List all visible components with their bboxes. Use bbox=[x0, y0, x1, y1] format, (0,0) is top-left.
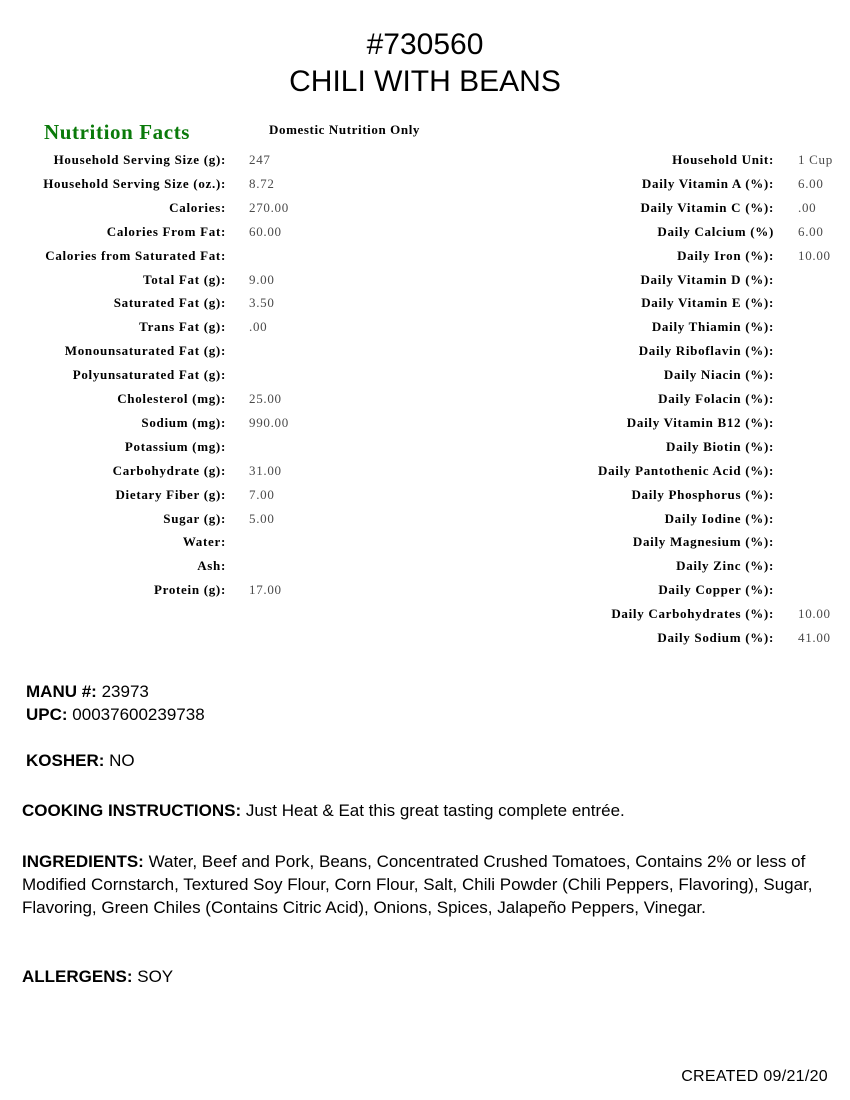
nutrition-row bbox=[0, 582, 850, 602]
nutrition-value: 3.50 bbox=[249, 295, 275, 311]
kosher-label: KOSHER: bbox=[26, 751, 105, 770]
nutrition-value: .00 bbox=[798, 199, 817, 215]
nutrition-label: Calories From Fat: bbox=[106, 223, 226, 239]
nutrition-label: Saturated Fat (g): bbox=[113, 295, 226, 311]
product-name: CHILI WITH BEANS bbox=[289, 65, 561, 98]
nutrition-label: Daily Vitamin D (%): bbox=[640, 271, 774, 287]
nutrition-label: Potassium (mg): bbox=[124, 438, 226, 454]
nutrition-value: 1 Cup bbox=[798, 152, 833, 167]
nutrition-row bbox=[0, 367, 850, 387]
kosher-value: NO bbox=[109, 751, 135, 770]
allergens-label: ALLERGENS: bbox=[22, 967, 133, 986]
nutrition-label: Daily Vitamin A (%): bbox=[641, 175, 774, 191]
nutrition-label: Daily Niacin (%): bbox=[663, 367, 774, 383]
nutrition-label: Daily Zinc (%): bbox=[676, 558, 774, 574]
manu-value: 23973 bbox=[101, 682, 149, 701]
nutrition-row bbox=[0, 152, 850, 172]
nutrition-row bbox=[0, 463, 850, 483]
allergens-line bbox=[22, 965, 173, 988]
nutrition-subtitle: Domestic Nutrition Only bbox=[269, 122, 421, 137]
nutrition-label: Daily Pantothenic Acid (%): bbox=[598, 462, 774, 478]
nutrition-label: Sugar (g): bbox=[163, 510, 226, 526]
created-date: CREATED 09/21/20 bbox=[681, 1068, 828, 1085]
nutrition-row bbox=[0, 558, 850, 578]
nutrition-row bbox=[0, 248, 850, 268]
manu-label: MANU #: bbox=[26, 682, 97, 701]
nutrition-label: Calories: bbox=[169, 199, 226, 215]
nutrition-label: Daily Iron (%): bbox=[677, 247, 774, 263]
nutrition-label: Daily Riboflavin (%): bbox=[638, 343, 774, 359]
nutrition-label: Household Serving Size (oz.): bbox=[43, 175, 226, 191]
nutrition-value: 990.00 bbox=[249, 414, 289, 430]
nutrition-label: Dietary Fiber (g): bbox=[115, 486, 226, 502]
kosher-line bbox=[26, 749, 135, 772]
nutrition-row bbox=[0, 200, 850, 220]
nutrition-value: 60.00 bbox=[249, 223, 282, 239]
nutrition-row bbox=[0, 439, 850, 459]
nutrition-row bbox=[0, 487, 850, 507]
nutrition-label: Polyunsaturated Fat (g): bbox=[72, 367, 226, 383]
nutrition-label: Monounsaturated Fat (g): bbox=[64, 343, 226, 359]
nutrition-label: Water: bbox=[182, 534, 226, 550]
page-header bbox=[0, 26, 850, 100]
nutrition-label: Cholesterol (mg): bbox=[117, 391, 226, 406]
nutrition-label: Daily Biotin (%): bbox=[666, 438, 774, 454]
nutrition-label: Calories from Saturated Fat: bbox=[45, 247, 226, 263]
nutrition-row bbox=[0, 272, 850, 292]
nutrition-label: Daily Thiamin (%): bbox=[651, 319, 774, 335]
nutrition-row bbox=[0, 176, 850, 196]
upc-label: UPC: bbox=[26, 705, 68, 724]
cooking-value: Just Heat & Eat this great tasting complete entrée. bbox=[245, 801, 625, 820]
ingredients-value: Water, Beef and Pork, Beans, Concentrated Crushed Tomatoes, Contains 2% or less of Modified Cornstarch, Textured Soy Flour, Corn Flour, Salt, Chili Powder (Chili Peppers, Flavoring), Sugar, Flavoring, Green Chiles (Contains Citric Acid), Onions, Spices, Jalapeño Peppers, Vinegar. bbox=[22, 852, 813, 917]
nutrition-label: Daily Calcium (%) bbox=[657, 223, 774, 239]
nutrition-label: Daily Iodine (%): bbox=[664, 510, 774, 526]
nutrition-label: Trans Fat (g): bbox=[139, 319, 226, 335]
nutrition-label: Protein (g): bbox=[153, 582, 226, 598]
cooking-label: COOKING INSTRUCTIONS: bbox=[22, 801, 242, 820]
nutrition-row bbox=[0, 630, 850, 650]
nutrition-value: 5.00 bbox=[249, 510, 275, 526]
nutrition-row bbox=[0, 511, 850, 531]
nutrition-value: .00 bbox=[249, 319, 268, 335]
manu-number-line bbox=[26, 680, 149, 703]
nutrition-label: Household Serving Size (g): bbox=[53, 152, 226, 167]
nutrition-value: 7.00 bbox=[249, 486, 275, 502]
nutrition-row bbox=[0, 534, 850, 554]
upc-value: 00037600239738 bbox=[72, 705, 205, 724]
nutrition-value: 270.00 bbox=[249, 199, 289, 215]
nutrition-row bbox=[0, 224, 850, 244]
nutrition-label: Daily Copper (%): bbox=[658, 582, 774, 598]
nutrition-value: 6.00 bbox=[798, 223, 824, 239]
ingredients-block bbox=[22, 850, 822, 919]
nutrition-value: 9.00 bbox=[249, 271, 275, 287]
nutrition-label: Household Unit: bbox=[672, 152, 774, 167]
nutrition-row bbox=[0, 295, 850, 315]
nutrition-value: 247 bbox=[249, 152, 271, 167]
ingredients-label: INGREDIENTS: bbox=[22, 852, 144, 871]
nutrition-value: 10.00 bbox=[798, 247, 831, 263]
nutrition-label: Daily Sodium (%): bbox=[657, 630, 774, 645]
nutrition-value: 25.00 bbox=[249, 391, 282, 406]
upc-line bbox=[26, 703, 205, 726]
nutrition-label: Daily Vitamin E (%): bbox=[641, 295, 774, 311]
nutrition-label: Sodium (mg): bbox=[141, 414, 226, 430]
nutrition-row bbox=[0, 343, 850, 363]
item-number: #730560 bbox=[366, 28, 484, 61]
nutrition-label: Total Fat (g): bbox=[143, 271, 226, 287]
nutrition-row bbox=[0, 606, 850, 626]
nutrition-label: Daily Magnesium (%): bbox=[632, 534, 774, 550]
nutrition-value: 8.72 bbox=[249, 175, 275, 191]
nutrition-label: Ash: bbox=[197, 558, 226, 574]
nutrition-label: Daily Vitamin B12 (%): bbox=[626, 414, 774, 430]
nutrition-row bbox=[0, 415, 850, 435]
nutrition-label: Carbohydrate (g): bbox=[112, 462, 226, 478]
nutrition-row bbox=[0, 319, 850, 339]
nutrition-label: Daily Phosphorus (%): bbox=[631, 486, 774, 502]
nutrition-facts-title: Nutrition Facts bbox=[44, 120, 191, 144]
nutrition-label: Daily Carbohydrates (%): bbox=[611, 606, 774, 622]
nutrition-value: 17.00 bbox=[249, 582, 282, 598]
nutrition-value: 10.00 bbox=[798, 606, 831, 622]
nutrition-row bbox=[0, 391, 850, 411]
nutrition-value: 41.00 bbox=[798, 630, 831, 645]
nutrition-value: 6.00 bbox=[798, 175, 824, 191]
cooking-instructions-line bbox=[22, 799, 625, 822]
nutrition-label: Daily Vitamin C (%): bbox=[640, 199, 774, 215]
allergens-value: SOY bbox=[137, 967, 174, 986]
nutrition-label: Daily Folacin (%): bbox=[658, 391, 774, 406]
nutrition-value: 31.00 bbox=[249, 462, 282, 478]
